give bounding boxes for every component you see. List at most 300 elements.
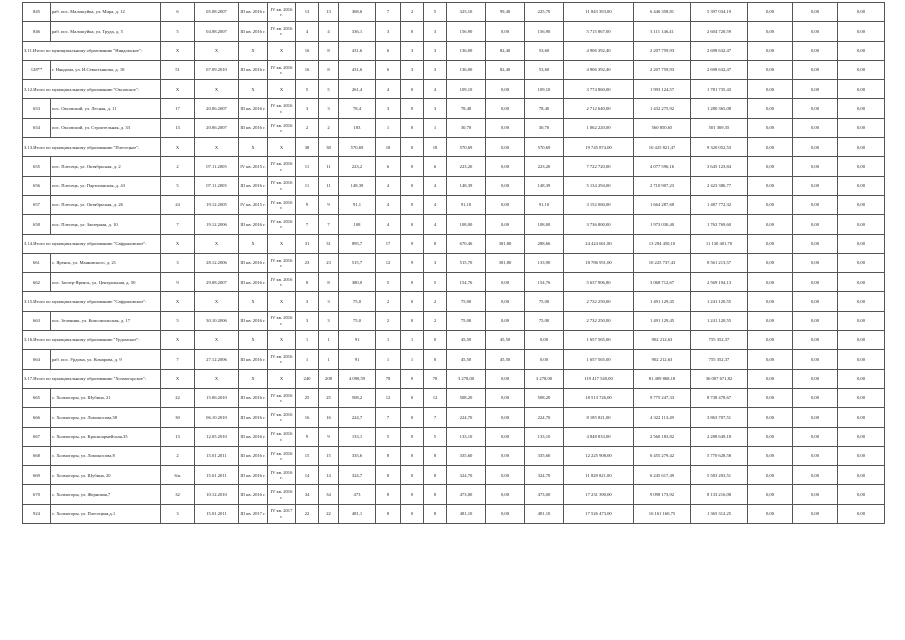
cell-c2: 15.01.2011 [195,446,239,465]
cell-c17: 0,00 [748,350,793,369]
group-label: 3.16.Итого по муниципальному образованию "Урдомское": [23,331,161,350]
cell-c17: 0,00 [748,118,793,137]
cell-c13: 78,40 [525,99,564,118]
cell-c4: IV кв. 2016 г. [268,60,296,79]
cell-c18: 0,00 [793,369,838,388]
cell-c2: X [195,331,239,350]
cell-c10: 2 [424,311,447,330]
cell-c12: 45,50 [486,331,525,350]
cell-c3: III кв. 2016 г. [239,311,268,330]
cell-c8: 8 [376,504,401,523]
cell-c3: III кв. 2016 г. [239,215,268,234]
cell-c12: 0,00 [486,485,525,504]
cell-c13: 473,00 [525,485,564,504]
cell-c10: 4 [424,80,447,99]
cell-c8: 4 [376,215,401,234]
cell-c16: 8 738 478,67 [691,388,748,407]
address-cell: с. Холмогоры, ул. Шубина, 21 [51,388,161,407]
cell-c4: IV кв. 2017 г. [268,504,296,523]
cell-c18: 0,00 [793,331,838,350]
table-row [23,253,885,272]
cell-c10: 12 [424,388,447,407]
address-cell: с. Холмогоры, ул. Ломоносова,58 [51,408,161,427]
cell-c6: 9 [319,195,339,214]
cell-c16: 1 241 120,55 [691,292,748,311]
cell-c6: 16 [319,408,339,427]
cell-c5: 2 [296,118,319,137]
cell-c13: 0,00 [525,331,564,350]
cell-c16: 1 763 769,60 [691,215,748,234]
cell-c6: 15 [319,446,339,465]
cell-c10: 1 [424,118,447,137]
cell-c18: 0,00 [793,60,838,79]
cell-c17: 0,00 [748,273,793,292]
cell-c13: 30,70 [525,118,564,137]
cell-c5: 9 [296,195,319,214]
cell-c6: 5 [319,80,339,99]
cell-c12: 82,40 [486,60,525,79]
row-number: 654 [23,118,51,137]
cell-c8: 3 [376,99,401,118]
cell-c13: 225,70 [525,3,564,22]
cell-c7: 515,7 [339,253,376,272]
row-number: 655 [23,157,51,176]
table-row [23,408,885,427]
cell-c8: 4 [376,195,401,214]
cell-c11: 481,10 [447,504,486,523]
cell-c12: 82,40 [486,41,525,60]
cell-c10: 5 [424,427,447,446]
cell-c16: 2 604 720,59 [691,22,748,41]
cell-c3: III кв. 2016 г. [239,118,268,137]
table-row [23,466,885,485]
cell-c14: 24 424 661,80 [564,234,634,253]
group-total-row [23,41,885,60]
cell-c8: 4 [376,176,401,195]
cell-c3: III кв. 2016 г. [239,3,268,22]
cell-c5: 16 [296,60,319,79]
cell-c1: 13 [161,427,195,446]
cell-c19: 0,00 [838,157,885,176]
cell-c10: 2 [424,292,447,311]
cell-c12: 0,00 [486,466,525,485]
cell-c11: 473,00 [447,485,486,504]
cell-c9: 2 [401,3,424,22]
cell-c8: 6 [376,157,401,176]
cell-c14: 19 745 874,00 [564,138,634,157]
cell-c2: 07.11.2005 [195,157,239,176]
table-row [23,118,885,137]
cell-c19: 0,00 [838,331,885,350]
cell-c14: 1 657 565,00 [564,350,634,369]
cell-c14: 4 906 392,40 [564,60,634,79]
cell-c11: 45,50 [447,350,486,369]
cell-c15: 1 993 124,57 [634,80,691,99]
cell-c15: 10 225 737,43 [634,253,691,272]
cell-c17: 0,00 [748,22,793,41]
cell-c4: IV кв. 2016 г. [268,446,296,465]
cell-c17: 0,00 [748,466,793,485]
cell-c17: 0,00 [748,80,793,99]
row-number: 661 [23,253,51,272]
address-cell: с. Холмогоры, ул. Ломоносова,8 [51,446,161,465]
cell-c11: 325,10 [447,3,486,22]
cell-c1: 24 [161,195,195,214]
cell-c1: 17 [161,99,195,118]
cell-c10: 8 [424,485,447,504]
cell-c16: 2 423 386,77 [691,176,748,195]
cell-c11: 3 278,00 [447,369,486,388]
cell-c9: 1 [401,350,424,369]
cell-c11: 136,00 [447,41,486,60]
row-number: 657 [23,195,51,214]
cell-c13: 154,76 [525,273,564,292]
cell-c4: IV кв. 2016 г. [268,118,296,137]
table-body [23,3,885,524]
cell-c3: III кв. 2016 г. [239,350,268,369]
cell-c13: 133,90 [525,253,564,272]
cell-c12: 0,00 [486,408,525,427]
row-number: 667 [23,427,51,446]
cell-c19: 0,00 [838,3,885,22]
cell-c4: X [268,80,296,99]
cell-c19: 0,00 [838,99,885,118]
cell-c2: 19.12.2005 [195,195,239,214]
cell-c2: 07.09.2010 [195,60,239,79]
cell-c1: 7 [161,350,195,369]
table-row [23,273,885,292]
cell-c3: III кв. 2016 г. [239,60,268,79]
cell-c1: X [161,80,195,99]
cell-c9: 9 [401,253,424,272]
cell-c19: 0,00 [838,138,885,157]
cell-c4: IV кв. 2016 г. [268,176,296,195]
cell-c3: III кв. 2016 г. [239,22,268,41]
cell-c18: 0,00 [793,80,838,99]
cell-c17: 0,00 [748,446,793,465]
cell-c4: IV кв. 2016 г. [268,350,296,369]
cell-c16: 755 352,37 [691,331,748,350]
cell-c4: IV кв. 2016 г. [268,408,296,427]
cell-c13: 156,90 [525,22,564,41]
table-row [23,3,885,22]
cell-c7: 75,0 [339,292,376,311]
cell-c7: 133,1 [339,427,376,446]
cell-c4: IV кв. 2016 г. [268,388,296,407]
cell-c17: 0,00 [748,176,793,195]
address-cell: раб. пос. Малошуйка, ул. Труда, д. 5 [51,22,161,41]
cell-c1: 3 [161,253,195,272]
cell-c17: 0,00 [748,234,793,253]
cell-c18: 0,00 [793,41,838,60]
cell-c11: 156,90 [447,22,486,41]
group-label: 3.12.Итого по муниципальному образованию "Оксовское": [23,80,161,99]
cell-c10: 6 [424,157,447,176]
cell-c6: 2 [319,118,339,137]
cell-c8: 8 [376,485,401,504]
table-row [23,388,885,407]
cell-c8: 5 [376,273,401,292]
cell-c3: X [239,41,268,60]
cell-c9: 0 [401,311,424,330]
group-total-row [23,234,885,253]
cell-c6: 8 [319,41,339,60]
cell-c5: 23 [296,253,319,272]
cell-c9: 0 [401,504,424,523]
cell-c11: 75,00 [447,292,486,311]
cell-c19: 0,00 [838,350,885,369]
cell-c18: 0,00 [793,215,838,234]
cell-c8: 6 [376,41,401,60]
cell-c15: 3 111 146,41 [634,22,691,41]
cell-c7: 223,2 [339,157,376,176]
cell-c17: 0,00 [748,253,793,272]
cell-c15: 13 294 450,10 [634,234,691,253]
cell-c5: 3 [296,292,319,311]
cell-c14: 3 774 860,00 [564,80,634,99]
cell-c7: 148,39 [339,176,376,195]
row-number: 664 [23,350,51,369]
cell-c10: 5 [424,273,447,292]
cell-c18: 0,00 [793,446,838,465]
cell-c19: 0,00 [838,408,885,427]
cell-c10: 3 [424,99,447,118]
cell-c3: III кв. 2016 г. [239,176,268,195]
cell-c14: 5 715 867,00 [564,22,634,41]
cell-c5: 1 [296,350,319,369]
cell-c15: 2 207 759,93 [634,60,691,79]
cell-c15: 1 432 275,92 [634,99,691,118]
cell-c16: 1 487 772,32 [691,195,748,214]
cell-c18: 0,00 [793,350,838,369]
cell-c3: III кв. 2016 г. [239,427,268,446]
cell-c8: 8 [376,446,401,465]
cell-c1: 6 [161,3,195,22]
cell-c4: IV кв. 2016 г. [268,253,296,272]
cell-c3: III кв. 2016 г. [239,446,268,465]
cell-c1: 9 [161,273,195,292]
cell-c3: III кв. 2016 г. [239,466,268,485]
cell-c18: 0,00 [793,195,838,214]
cell-c11: 30,70 [447,118,486,137]
cell-c14: 7 722 720,00 [564,157,634,176]
cell-c16: 1 280 365,08 [691,99,748,118]
cell-c5: 14 [296,466,319,485]
cell-c1: 5 [161,22,195,41]
cell-c6: 22 [319,504,339,523]
cell-c14: 12 225 908,00 [564,446,634,465]
address-cell: пос. Плесецк, ул. Октябрьская, д. 2 [51,157,161,176]
cell-c5: 1 [296,331,319,350]
cell-c15: 902 212,63 [634,331,691,350]
cell-c4: X [268,331,296,350]
cell-c19: 0,00 [838,292,885,311]
cell-c16: 2 698 632,47 [691,41,748,60]
address-cell: с. Холмогоры, ул. Красноармейская,35 [51,427,161,446]
cell-c14: 1 062 220,00 [564,118,634,137]
cell-c16: 11 130 401,70 [691,234,748,253]
cell-c7: 261,4 [339,80,376,99]
cell-c14: 3 152 060,00 [564,195,634,214]
cell-c16: 5 583 203,51 [691,466,748,485]
group-total-row [23,80,885,99]
row-number: 665 [23,388,51,407]
cell-c14: 119 417 540,00 [564,369,634,388]
cell-c19: 0,00 [838,388,885,407]
cell-c19: 0,00 [838,22,885,41]
cell-c12: 45,50 [486,350,525,369]
cell-c17: 0,00 [748,311,793,330]
cell-c6: 34 [319,485,339,504]
table-row [23,504,885,523]
cell-c13: 324,70 [525,466,564,485]
cell-c19: 0,00 [838,273,885,292]
cell-c5: 3 [296,311,319,330]
cell-c10: 78 [424,369,447,388]
cell-c10: 8 [424,504,447,523]
cell-c11: 109,10 [447,80,486,99]
cell-c19: 0,00 [838,485,885,504]
group-label: 3.13.Итого по муниципальному образованию "Плесецкое": [23,138,161,157]
cell-c18: 0,00 [793,408,838,427]
cell-c14: 8 185 821,00 [564,408,634,427]
cell-c17: 0,00 [748,369,793,388]
cell-c8: 2 [376,311,401,330]
cell-c6: 8 [319,60,339,79]
cell-c13: 75,00 [525,292,564,311]
cell-c11: 515,70 [447,253,486,272]
cell-c5: 7 [296,215,319,234]
cell-c10: 4 [424,195,447,214]
group-label: 3.15.Итого по муниципальному образованию "Сафроновское": [23,292,161,311]
cell-c1: 3 [161,504,195,523]
cell-c19: 0,00 [838,504,885,523]
cell-c5: 11 [296,157,319,176]
cell-c7: 78,4 [339,99,376,118]
cell-c10: 5 [424,3,447,22]
cell-c18: 0,00 [793,118,838,137]
cell-c9: 0 [401,138,424,157]
cell-c1: 13 [161,118,195,137]
cell-c8: 7 [376,3,401,22]
cell-c5: 15 [296,446,319,465]
cell-c9: 0 [401,273,424,292]
cell-c17: 0,00 [748,427,793,446]
row-number: 662 [23,273,51,292]
cell-c12: 0,00 [486,176,525,195]
address-cell: пос. Плесецк, ул. Партизанская, д. 43 [51,176,161,195]
cell-c8: 8 [376,466,401,485]
address-cell: раб. пос. Малошуйка, ул. Мира, д. 12 [51,3,161,22]
cell-c12: 0,00 [486,138,525,157]
cell-c9: 0 [401,195,424,214]
address-cell: пос. Плесецк, ул. Заозерная, д. 10 [51,215,161,234]
cell-c8: 12 [376,388,401,407]
cell-c17: 0,00 [748,41,793,60]
cell-c2: 28.12.2006 [195,253,239,272]
cell-c9: 0 [401,427,424,446]
cell-c17: 0,00 [748,3,793,22]
cell-c18: 0,00 [793,157,838,176]
table-row [23,99,885,118]
address-cell: пос. Зеленник, ул. Комсомольская, д. 17 [51,311,161,330]
cell-c3: III кв. 2016 г. [239,99,268,118]
cell-c18: 0,00 [793,292,838,311]
cell-c15: 2 560 183,82 [634,427,691,446]
address-cell: пос. Заозер-Яренск, ул. Центральная, д. 50 [51,273,161,292]
cell-c3: III кв. 2016 г. [239,485,268,504]
cell-c7: 895,7 [339,234,376,253]
cell-c8: 1 [376,331,401,350]
cell-c1: 6/н [161,466,195,485]
cell-c11: 570,69 [447,138,486,157]
cell-c9: 3 [401,41,424,60]
cell-c3: X [239,138,268,157]
cell-c4: IV кв. 2016 г. [268,485,296,504]
cell-c15: 902 212,63 [634,350,691,369]
cell-c18: 0,00 [793,176,838,195]
cell-c7: 75,0 [339,311,376,330]
cell-c9: 1 [401,331,424,350]
cell-c12: 0,00 [486,446,525,465]
cell-c15: 6 455 279,42 [634,446,691,465]
cell-c6: 11 [319,176,339,195]
cell-c15: 4 322 113,49 [634,408,691,427]
cell-c10: 0 [424,350,447,369]
row-number: 656 [23,176,51,195]
cell-c15: 1 491 129,45 [634,311,691,330]
cell-c16: 1 781 735,43 [691,80,748,99]
cell-c2: 04.08.2007 [195,22,239,41]
cell-c11: 78,40 [447,99,486,118]
cell-c15: 1 973 030,40 [634,215,691,234]
address-cell: с. Холмогоры, ул. Жерновая,7 [51,485,161,504]
cell-c4: IV кв. 2016 г. [268,215,296,234]
cell-c11: 91,10 [447,195,486,214]
cell-c16: 8 561 213,57 [691,253,748,272]
cell-c14: 5 134 294,00 [564,176,634,195]
cell-c15: 1 491 129,45 [634,292,691,311]
cell-c13: 53,60 [525,41,564,60]
cell-c13: 91,10 [525,195,564,214]
cell-c16: 501 369,35 [691,118,748,137]
cell-c8: 4 [376,80,401,99]
cell-c13: 570,69 [525,138,564,157]
cell-c18: 0,00 [793,253,838,272]
table-row [23,350,885,369]
cell-c3: X [239,292,268,311]
cell-c5: 4 [296,22,319,41]
cell-c11: 45,50 [447,331,486,350]
cell-c4: IV кв. 2016 г. [268,273,296,292]
cell-c10: 8 [424,234,447,253]
cell-c18: 0,00 [793,22,838,41]
address-cell: с. Холмогоры, ул. Шубина, 20 [51,466,161,485]
cell-c6: 13 [319,3,339,22]
cell-c2: X [195,138,239,157]
cell-c13: 133,10 [525,427,564,446]
cell-c16: 5 770 628,58 [691,446,748,465]
group-label: 3.14.Итого по муниципальному образованию "Сафроновское": [23,234,161,253]
cell-c7: 368,6 [339,3,376,22]
cell-c6: 14 [319,466,339,485]
cell-c9: 0 [401,176,424,195]
cell-c7: 91 [339,350,376,369]
cell-c19: 0,00 [838,60,885,79]
cell-c11: 224,70 [447,408,486,427]
cell-c10: 7 [424,408,447,427]
cell-c15: 16 161 160,75 [634,504,691,523]
